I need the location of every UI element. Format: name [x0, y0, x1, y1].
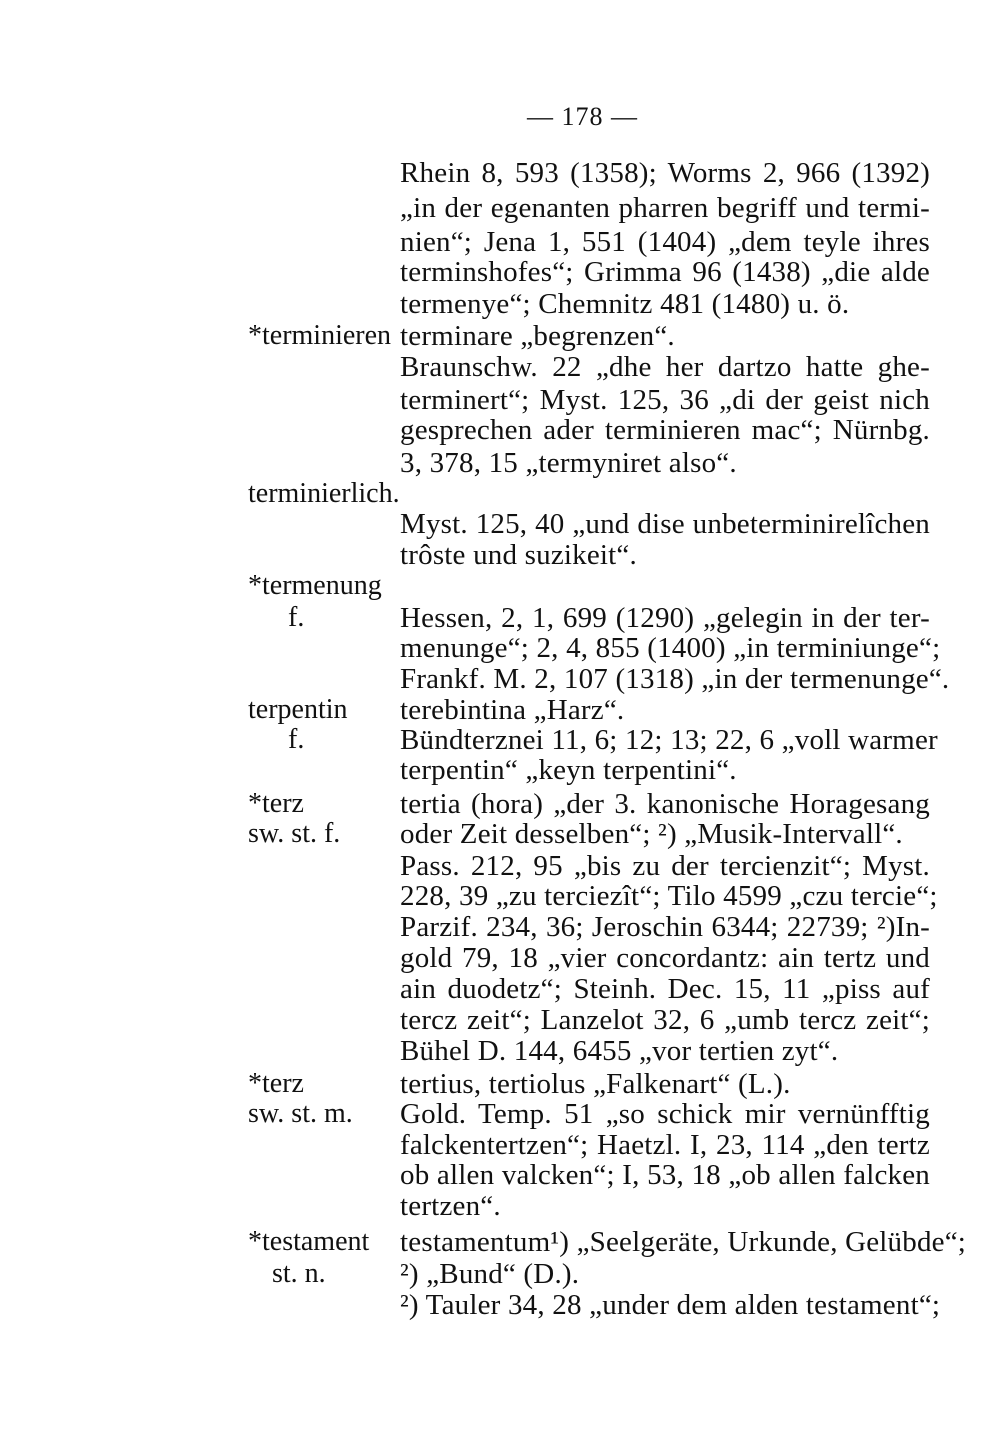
headword: *terminieren — [248, 320, 392, 351]
entry-line: oder Zeit desselben“; ²) „Musik-Intervall“. — [400, 818, 903, 850]
headword: terminierlich. — [248, 478, 400, 509]
entry-line: ob allen valcken“; I, 53, 18 „ob allen falcken — [400, 1159, 930, 1191]
page-number: — 178 — — [527, 102, 638, 131]
grammar-label: sw. st. f. — [248, 818, 341, 849]
entry-line: tertia (hora) „der 3. kanonische Horagesang — [400, 788, 930, 820]
entry-line: falckentertzen“; Haetzl. I, 23, 114 „den tertz — [400, 1129, 930, 1161]
headword: *termenung — [248, 570, 382, 601]
headword: *terz — [248, 788, 304, 819]
headword: *terz — [248, 1068, 304, 1099]
entry-line: menunge“; 2, 4, 855 (1400) „in terminiunge“; — [400, 632, 941, 664]
entry-line: ²) „Bund“ (D.). — [400, 1258, 580, 1290]
entry-line: Frankf. M. 2, 107 (1318) „in der termenunge“. — [400, 663, 950, 695]
entry-line: „in der egenanten pharren begriff und termi- — [400, 192, 930, 224]
entry-line: Hessen, 2, 1, 699 (1290) „gelegin in der ter- — [400, 602, 930, 634]
entry-line: nien“; Jena 1, 551 (1404) „dem teyle ihres — [400, 226, 930, 258]
entry-line: terpentin“ „keyn terpentini“. — [400, 754, 737, 786]
entry-line: ²) Tauler 34, 28 „under dem alden testament“; — [400, 1289, 941, 1321]
entry-line: Bühel D. 144, 6455 „vor tertien zyt“. — [400, 1035, 839, 1067]
entry-line: termenye“; Chemnitz 481 (1480) u. ö. — [400, 288, 850, 320]
entry-line: tertius, tertiolus „Falkenart“ (L.). — [400, 1068, 791, 1100]
entry-line: terebintina „Harz“. — [400, 694, 625, 726]
entry-line: Gold. Temp. 51 „so schick mir vernünfftig — [400, 1098, 930, 1130]
entry-line: Myst. 125, 40 „und dise unbeterminirelîchen — [400, 508, 930, 540]
entry-line: Rhein 8, 593 (1358); Worms 2, 966 (1392) — [400, 157, 930, 189]
entry-line: Braunschw. 22 „dhe her dartzo hatte ghe- — [400, 351, 930, 383]
grammar-label: st. n. — [272, 1258, 326, 1289]
entry-line: terminare „begrenzen“. — [400, 320, 675, 352]
entry-line: terminshofes“; Grimma 96 (1438) „die alde — [400, 256, 930, 288]
grammar-label: f. — [288, 724, 305, 755]
entry-line: 3, 378, 15 „termyniret also“. — [400, 447, 737, 479]
headword: *testament — [248, 1226, 370, 1257]
headword: terpentin — [248, 694, 348, 725]
entry-line: trôste und suzikeit“. — [400, 539, 637, 571]
entry-line: testamentum¹) „Seelgeräte, Urkunde, Gelübde“; — [400, 1226, 967, 1258]
grammar-label: f. — [288, 602, 305, 633]
entry-line: Pass. 212, 95 „bis zu der tercienzit“; Myst. — [400, 850, 930, 882]
entry-line: Bündterznei 11, 6; 12; 13; 22, 6 „voll warmer — [400, 724, 938, 756]
entry-line: 228, 39 „zu terciezît“; Tilo 4599 „czu tercie“; — [400, 880, 938, 912]
entry-line: gesprechen ader terminieren mac“; Nürnbg. — [400, 414, 930, 446]
grammar-label: sw. st. m. — [248, 1098, 353, 1129]
entry-line: terminert“; Myst. 125, 36 „di der geist nich — [400, 384, 930, 416]
entry-line: Parzif. 234, 36; Jeroschin 6344; 22739; ²)In- — [400, 911, 930, 943]
entry-line: tertzen“. — [400, 1190, 501, 1222]
entry-line: tercz zeit“; Lanzelot 32, 6 „umb tercz zeit“; — [400, 1004, 930, 1036]
entry-line: gold 79, 18 „vier concordantz: ain tertz und — [400, 942, 930, 974]
entry-line: ain duodetz“; Steinh. Dec. 15, 11 „piss auf — [400, 973, 930, 1005]
